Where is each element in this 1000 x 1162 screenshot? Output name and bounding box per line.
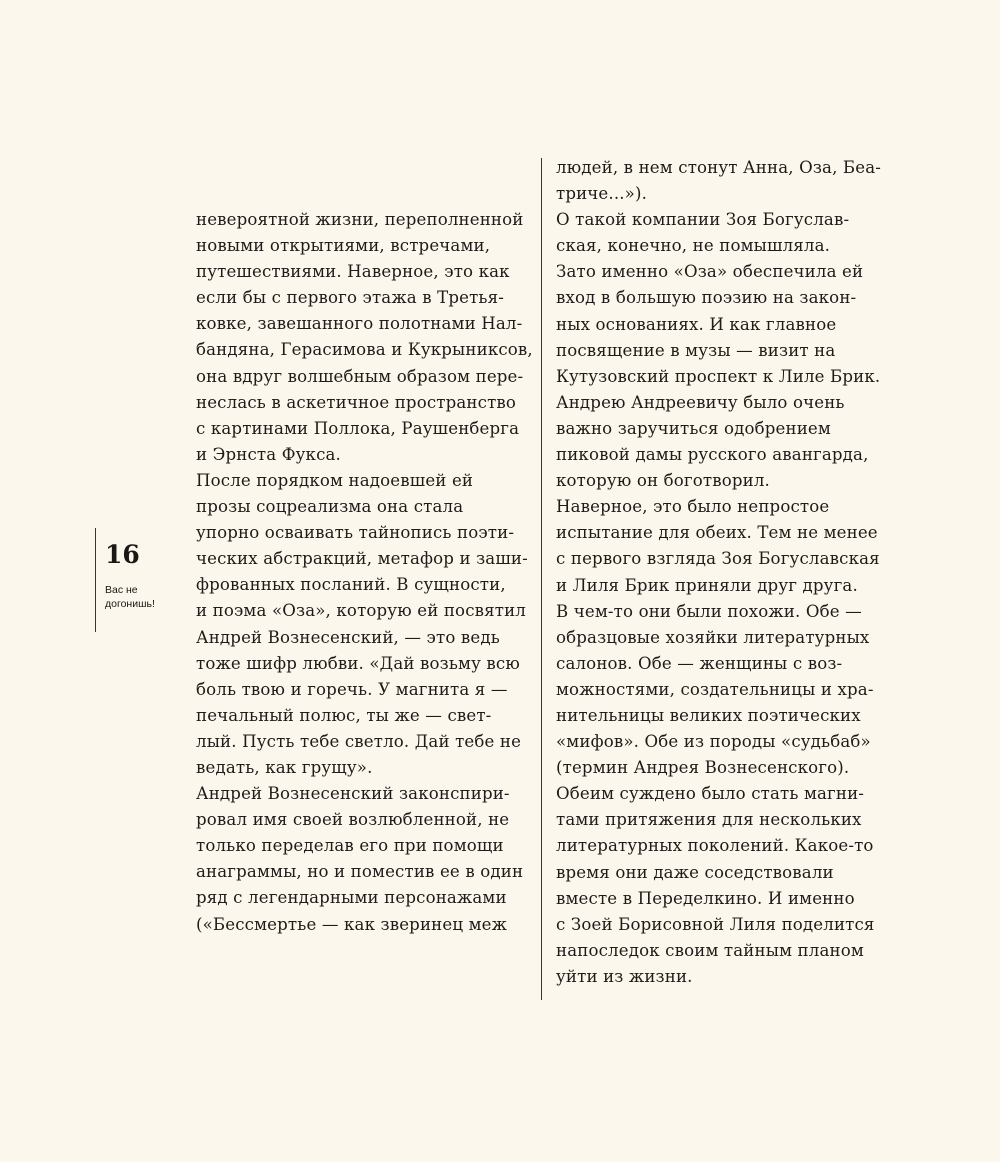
right-text-column [556,155,886,990]
text-line: Зато именно «Оза» обеспечила ей [556,262,864,282]
text-line: Андрею Андреевичу было очень [556,392,845,412]
text-line: лый. Пусть тебе светло. Дай тебе не [196,731,522,751]
running-head-line: догонишь! [105,598,155,610]
text-line: образцовые хозяйки литературных [556,627,870,647]
text-line: После порядком надоевшей ей [196,470,474,490]
text-line: Обеим суждено было стать магни- [556,784,865,804]
text-line: и Эрнста Фукса. [196,444,341,464]
text-line: и Лиля Брик приняли друг друга. [556,575,858,595]
text-line: триче...»). [556,184,648,204]
text-line: ческих абстракций, метафор и заши- [196,549,528,569]
text-line: уйти из жизни. [556,966,693,986]
text-line: В чем-то они были похожи. Обе — [556,601,862,621]
text-line: вместе в Переделкино. И именно [556,888,855,908]
text-line: испытание для обеих. Тем не менее [556,523,878,543]
text-line: важно заручиться одобрением [556,418,831,438]
text-line: если бы с первого этажа в Третья- [196,288,504,308]
text-line: неслась в аскетичное пространство [196,392,517,412]
left-text-column [196,207,533,938]
text-line: невероятной жизни, переполненной [196,210,524,229]
text-line: только переделав его при помощи [196,836,504,856]
text-line: с первого взгляда Зоя Богуславская [556,549,880,569]
text-line: Наверное, это было непростое [556,497,830,517]
text-line: путешествиями. Наверное, это как [196,262,510,282]
text-line: пиковой дамы русского авангарда, [556,445,869,465]
text-line: посвящение в музы — визит на [556,340,836,360]
text-line: Андрей Вознесенский, — это ведь [196,627,500,647]
running-head [105,583,155,611]
text-line: людей, в нем стонут Анна, Оза, Беа- [556,158,882,177]
running-head-line: Вас не [105,584,138,596]
text-line: бандяна, Герасимова и Кукрыниксов, [196,340,533,360]
text-line: ведать, как грущу». [196,757,373,777]
text-line: «мифов». Обе из породы «судьбаб» [556,732,871,752]
text-line: ряд с легендарными персонажами [196,888,507,908]
text-line: ская, конечно, не помышляла. [556,236,831,256]
page-number: 16 [105,540,140,569]
text-line: анаграммы, но и поместив ее в один [196,862,524,882]
text-line: напоследок своим тайным планом [556,940,864,960]
text-line: она вдруг волшебным образом пере- [196,366,524,386]
text-line: с Зоей Борисовной Лиля поделится [556,914,875,934]
text-line: Кутузовский проспект к Лиле Брик. [556,366,881,386]
text-line: тоже шифр любви. «Дай возьму всю [196,653,520,673]
text-line: ковке, завешанного полотнами Нал- [196,314,523,334]
text-line: новыми открытиями, встречами, [196,236,491,256]
text-line: литературных поколений. Какое-то [556,836,874,856]
text-line: («Бессмертье — как зверинец меж [196,914,508,934]
text-line: (термин Андрея Вознесенского). [556,758,850,778]
text-line: прозы соцреализма она стала [196,497,464,517]
text-line: ровал имя своей возлюбленной, не [196,810,510,830]
text-line: и поэма «Оза», которую ей посвятил [196,601,526,621]
margin-rule [95,528,96,632]
text-line: салонов. Обе — женщины с воз- [556,653,843,673]
text-line: можностями, создательницы и хра- [556,679,874,699]
text-line: вход в большую поэзию на закон- [556,288,857,308]
text-line: с картинами Поллока, Раушенберга [196,418,520,438]
text-line: время они даже соседствовали [556,862,834,882]
text-line: которую он боготворил. [556,471,770,491]
text-line: упорно осваивать тайнопись поэти- [196,523,515,543]
text-line: О такой компании Зоя Богуслав- [556,210,850,230]
column-divider [541,158,542,1000]
text-line: печальный полюс, ты же — свет- [196,705,492,725]
text-line: ных основаниях. И как главное [556,314,837,334]
text-line: Андрей Вознесенский законспири- [196,784,510,804]
text-line: нительницы великих поэтических [556,705,861,725]
text-line: тами притяжения для нескольких [556,810,862,830]
text-line: боль твою и горечь. У магнита я — [196,679,508,699]
text-line: фрованных посланий. В сущности, [196,575,506,595]
